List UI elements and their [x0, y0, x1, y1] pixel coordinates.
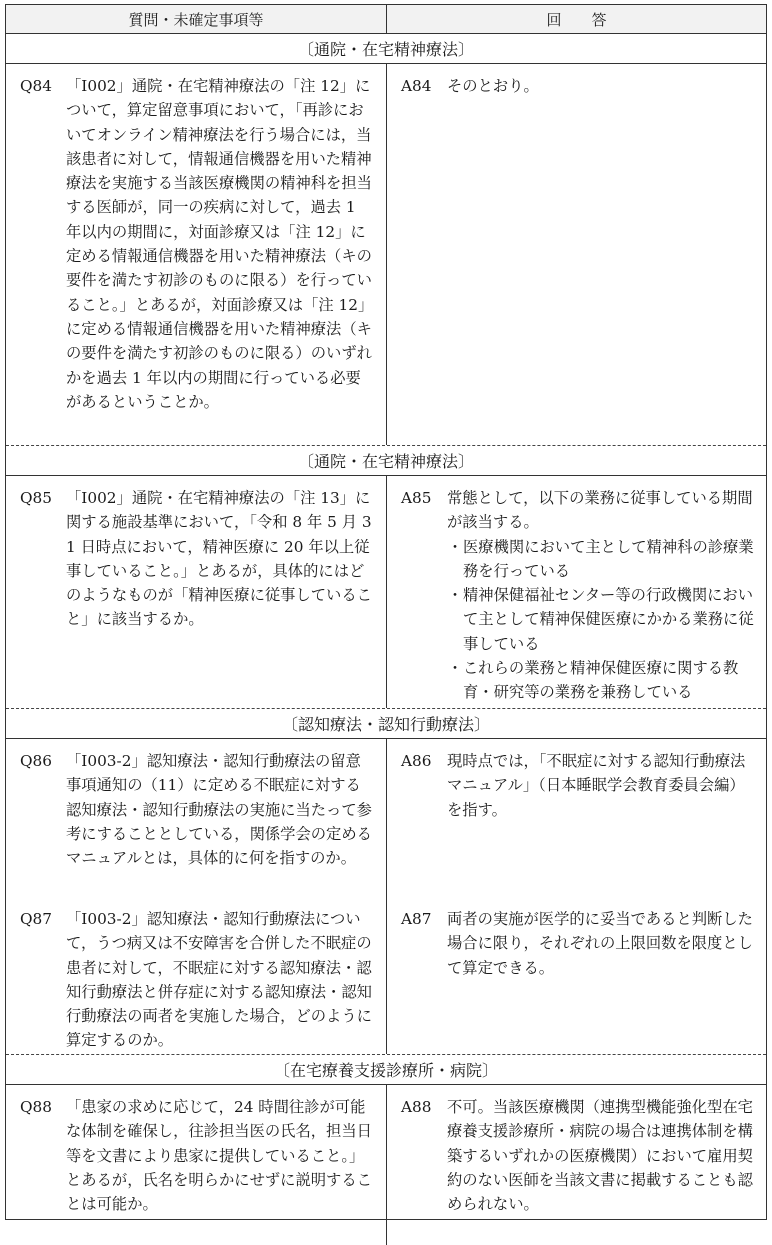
question-text: 「I003-2」認知療法・認知行動療法の留意事項通知の（11）に定める不眠症に対する認知療法・認知行動療法の実施に当たって参考にすることとしている，関係学会の定めるマニュアルとは，具体的に何を指すのか。: [66, 752, 372, 868]
list-item: ・ これらの業務と精神保健医療に関する教育・研究等の業務を兼務している: [447, 659, 739, 702]
table-row: [6, 476, 766, 709]
answer-label: A88: [401, 1098, 432, 1116]
answer-text: 常態として，以下の業務に従事している期間が該当する。: [447, 489, 753, 532]
question-cell: [6, 739, 387, 897]
question-cell: [6, 897, 387, 1054]
qa-table: [5, 4, 767, 1220]
header-answer: 回 答: [546, 10, 607, 29]
answer-cell: [387, 476, 766, 708]
list-item: ・ 医療機関において主として精神科の診療業務を行っている: [447, 537, 754, 580]
answer-label: A87: [401, 910, 432, 928]
answer-text: 現時点では，「不眠症に対する認知行動療法マニュアル」（日本睡眠学会教育委員会編）を指す。: [447, 752, 746, 819]
question-cell: [6, 476, 387, 708]
header-question: 質問・未確定事項等: [6, 5, 387, 33]
question-cell: [6, 1085, 387, 1245]
question-label: Q85: [20, 489, 53, 507]
question-text: 「I003-2」認知療法・認知行動療法について，うつ病又は不安障害を合併した不眠症の患者に対して，不眠症に対する認知療法・認知行動療法と併存症に対する認知療法・認知行動療法の両者を実施した場合，どのように算定するのか。: [66, 910, 372, 1050]
answer-cell: [387, 739, 766, 897]
question-text: 「患家の求めに応じて，24 時間往診が可能な体制を確保し，往診担当医の氏名，担当日等を文書により患家に提供していること。」とあるが，氏名を明らかにせずに説明することは可能か。: [66, 1098, 372, 1214]
answer-text: 不可。当該医療機関（連携型機能強化型在宅療養支援診療所・病院の場合は連携体制を構築するいずれかの医療機関）において雇用契約のない医師を当該文書に掲載することも認められない。: [447, 1098, 753, 1214]
table-header: [6, 5, 766, 34]
section-heading: 〔通院・在宅精神療法〕: [6, 446, 766, 476]
list-item: ・ 精神保健福祉センター等の行政機関において主として精神保健医療にかかる業務に従事している: [447, 586, 754, 653]
question-label: Q88: [20, 1098, 53, 1116]
table-row: [6, 1085, 766, 1245]
table-row: [6, 897, 766, 1055]
question-label: Q87: [20, 910, 53, 928]
answer-bullet-list: [447, 535, 754, 705]
question-label: Q84: [20, 77, 53, 95]
question-label: Q86: [20, 752, 53, 770]
question-text: 「I002」通院・在宅精神療法の「注 13」に関する施設基準において，「令和 8 年 5 月 31 日時点において，精神医療に 20 年以上従事していること。」とあるが，具体的にはどのようなものが「精神医療に従事していること」に該当するか。: [66, 489, 372, 629]
answer-text: 両者の実施が医学的に妥当であると判断した場合に限り，それぞれの上限回数を限度として算定できる。: [447, 910, 753, 977]
answer-text: そのとおり。: [447, 77, 539, 95]
section-heading: 〔在宅療養支援診療所・病院〕: [6, 1055, 766, 1085]
question-cell: [6, 64, 387, 445]
answer-label: A85: [401, 489, 432, 507]
section-heading: 〔通院・在宅精神療法〕: [6, 34, 766, 64]
table-row: [6, 739, 766, 897]
table-row: [6, 64, 766, 446]
answer-cell: [387, 1085, 766, 1245]
question-text: 「I002」通院・在宅精神療法の「注 12」について，算定留意事項において，「再診においてオンライン精神療法を行う場合には，当該患者に対して，情報通信機器を用いた精神療法を実施する当該医療機関の精神科を担当する医師が，同一の疾病に対して，過去 1 年以内の期間に，対面診療又は「注 12」に定める情報通信機器を用いた精神療法（キの要件を満たす初診のものに限る）を行っていること。」とあるが，対面診療又は「注 12」に定める情報通信機器を用いた精神療法（キの要件を満たす初診のものに限る）のいずれかを過去 1 年以内の期間に行っている必要があるということか。: [66, 77, 374, 411]
answer-label: A84: [401, 77, 432, 95]
answer-label: A86: [401, 752, 432, 770]
answer-cell: [387, 897, 766, 1054]
section-heading: 〔認知療法・認知行動療法〕: [6, 709, 766, 739]
answer-cell: [387, 64, 766, 445]
